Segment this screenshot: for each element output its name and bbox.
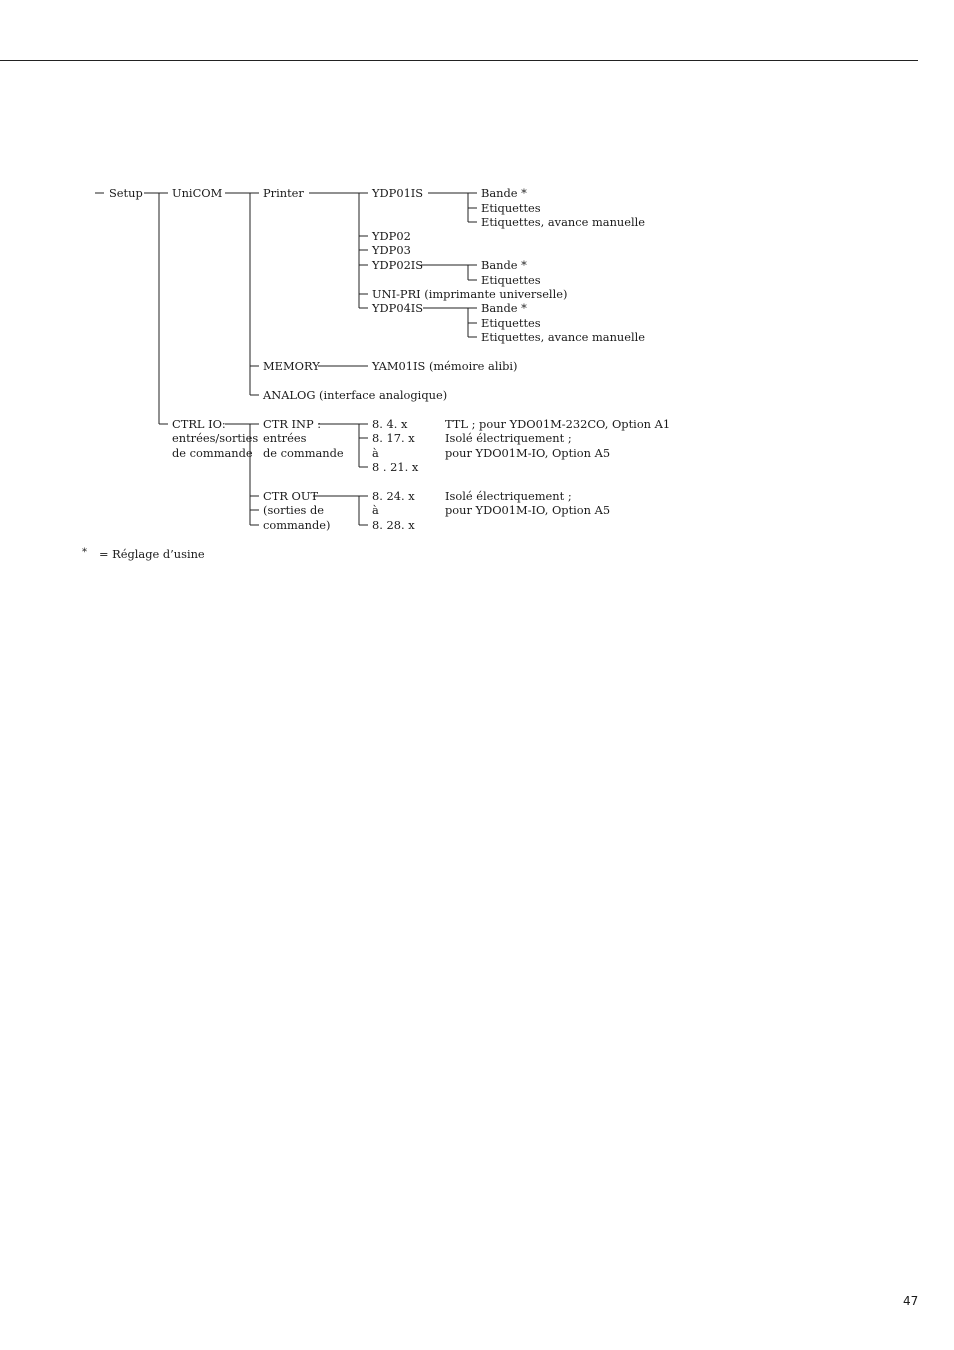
ydp01is-item-2: Etiquettes [481, 201, 541, 215]
ydp01is-item-1: Bande * [481, 186, 527, 200]
node-ctrl-io-line2: entrées/sorties [172, 431, 259, 445]
code-inp-1: 8. 4. x [372, 417, 408, 431]
node-printer: Printer [263, 186, 304, 200]
node-analog: ANALOG (interface analogique) [263, 388, 448, 402]
node-ctr-out-line1: CTR OUT [263, 489, 319, 503]
node-ydp01is: YDP01IS [372, 186, 424, 200]
node-memory: MEMORY [263, 359, 320, 373]
code-out-3: 8. 28. x [372, 518, 415, 532]
node-ydp02: YDP02 [372, 229, 411, 243]
code-out-2: à [372, 503, 379, 517]
ydp02is-item-1: Bande * [481, 258, 527, 272]
node-ctrl-io-line1: CTRL IO: [172, 417, 226, 431]
desc-inp-3: pour YDO01M-IO, Option A5 [445, 446, 611, 460]
ydp02is-item-2: Etiquettes [481, 273, 541, 287]
footnote-text: = Réglage d’usine [99, 547, 205, 561]
node-ctr-inp-line3: de commande [263, 446, 344, 460]
node-ydp04is: YDP04IS [372, 301, 424, 315]
ydp04is-item-1: Bande * [481, 301, 527, 315]
ydp04is-item-2: Etiquettes [481, 316, 541, 330]
node-ctr-inp-line1: CTR INP : [263, 417, 322, 431]
node-ydp03: YDP03 [372, 243, 411, 257]
node-ctr-out-line3: commande) [263, 518, 331, 532]
node-ctr-out-line2: (sorties de [263, 503, 325, 517]
node-setup: Setup [109, 186, 143, 200]
code-inp-2: 8. 17. x [372, 431, 415, 445]
node-unicom: UniCOM [172, 186, 223, 200]
ydp04is-item-3: Etiquettes, avance manuelle [481, 330, 646, 344]
node-ydp02is: YDP02IS [372, 258, 424, 272]
node-yam01is: YAM01IS (mémoire alibi) [372, 359, 518, 373]
footnote-mark: * [82, 547, 87, 558]
code-out-1: 8. 24. x [372, 489, 415, 503]
node-ctrl-io-line3: de commande [172, 446, 253, 460]
desc-inp-1: TTL ; pour YDO01M-232CO, Option A1 [445, 417, 671, 431]
desc-out-2: pour YDO01M-IO, Option A5 [445, 503, 611, 517]
code-inp-3: à [372, 446, 379, 460]
page-number: 47 [903, 1294, 919, 1308]
desc-inp-2: Isolé électriquement ; [445, 431, 572, 445]
node-uni-pri: UNI-PRI (imprimante universelle) [372, 287, 568, 301]
ydp01is-item-3: Etiquettes, avance manuelle [481, 215, 646, 229]
code-inp-4: 8 . 21. x [372, 460, 419, 474]
node-ctr-inp-line2: entrées [263, 431, 307, 445]
desc-out-1: Isolé électriquement ; [445, 489, 572, 503]
